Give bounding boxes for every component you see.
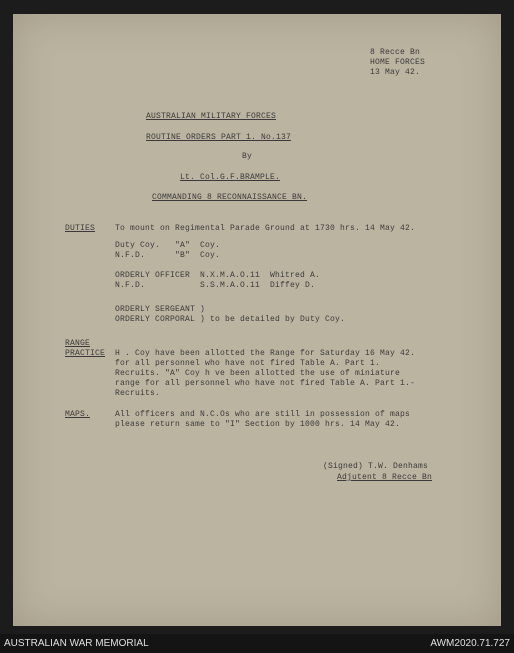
duties-heading: DUTIES — [65, 224, 96, 233]
signature-name: (Signed) T.W. Denhams — [323, 462, 429, 471]
footer-bar — [0, 634, 514, 653]
commanding-officer: Lt. Col.G.F.BRAMPLE. — [180, 173, 281, 182]
header-location: HOME FORCES — [370, 58, 426, 67]
duty-line: ORDERLY CORPORAL ) to be detailed by Duty Coy. — [115, 315, 346, 324]
orders-by: By — [242, 152, 253, 161]
duty-line: Duty Coy. "A" Coy. — [115, 241, 221, 250]
range-heading: RANGE — [65, 339, 91, 348]
header-unit: 8 Recce Bn — [370, 48, 421, 57]
range-line: range for all personnel who have not fired Table A. Part 1.- — [115, 379, 416, 388]
range-line: H . Coy have been allotted the Range for Saturday 16 May 42. — [115, 349, 416, 358]
footer-institution: AUSTRALIAN WAR MEMORIAL — [4, 638, 149, 649]
range-line: for all personnel who have not fired Table A. Part 1. — [115, 359, 381, 368]
range-line: Recruits. — [115, 389, 161, 398]
duty-line: N.F.D. S.S.M.A.O.11 Diffey D. — [115, 281, 316, 290]
range-heading: PRACTICE — [65, 349, 106, 358]
duty-line: N.F.D. "B" Coy. — [115, 251, 221, 260]
range-line: Recruits. "A" Coy h ve been allotted the use of miniature — [115, 369, 401, 378]
maps-line: All officers and N.C.Os who are still in possession of maps — [115, 410, 411, 419]
maps-heading: MAPS. — [65, 410, 91, 419]
document-heading: AUSTRALIAN MILITARY FORCES — [146, 112, 277, 121]
footer-accession: AWM2020.71.727 — [430, 638, 510, 649]
orders-title: ROUTINE ORDERS PART 1. No.137 — [146, 133, 292, 142]
maps-line: please return same to "I" Section by 1000 hrs. 14 May 42. — [115, 420, 401, 429]
header-date: 13 May 42. — [370, 68, 421, 77]
duty-line: ORDERLY OFFICER N.X.M.A.O.11 Whitred A. — [115, 271, 321, 280]
duty-line: ORDERLY SERGEANT ) — [115, 305, 206, 314]
commanding-unit: COMMANDING 8 RECONNAISSANCE BN. — [152, 193, 308, 202]
duties-text: To mount on Regimental Parade Ground at 1730 hrs. 14 May 42. — [115, 224, 416, 233]
signature-title: Adjutent 8 Recce Bn — [337, 473, 433, 482]
